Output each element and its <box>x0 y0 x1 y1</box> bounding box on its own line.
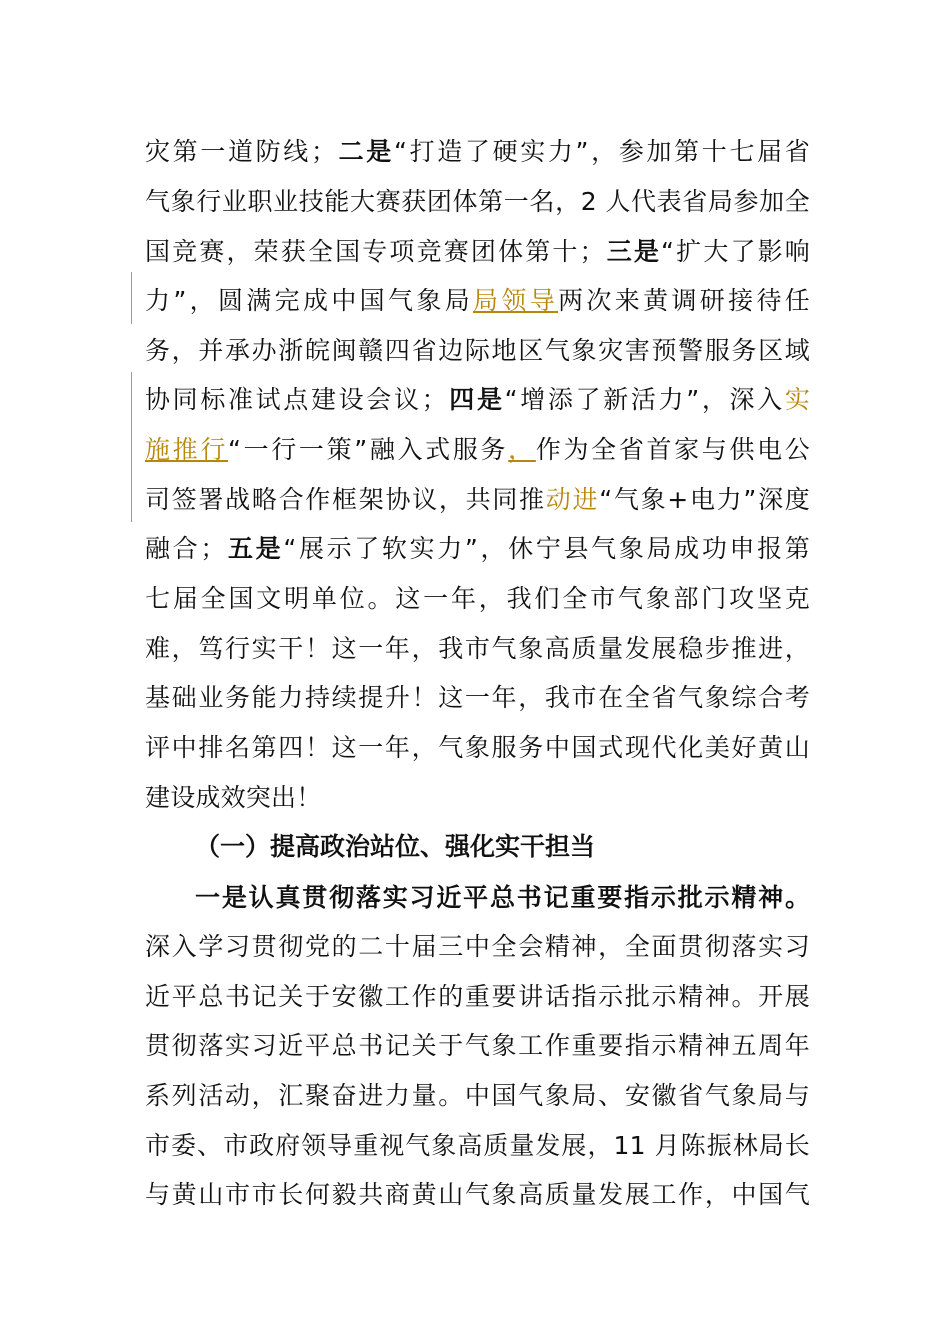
text-line: 深入学习贯彻党的二十届三中全会精神，全面贯彻落实习 <box>145 932 810 961</box>
text-line: 力”，圆满完成中国气象局局领导两次来黄调研接待任 <box>145 286 810 315</box>
tracked-insertion: 动进 <box>545 485 600 514</box>
text-line: 施推行“一行一策”融入式服务，作为全省首家与供电公 <box>145 435 810 464</box>
text-line: 七届全国文明单位。这一年，我们全市气象部门攻坚克 <box>145 584 810 613</box>
text-line: 难，笃行实干！这一年，我市气象高质量发展稳步推进， <box>145 634 810 663</box>
text-line: 务，并承办浙皖闽赣四省边际地区气象灾害预警服务区域 <box>145 336 810 365</box>
tracked-insertion: ， <box>508 435 536 464</box>
tracked-insertion: 施推行 <box>145 435 228 464</box>
text-line: 国竞赛，荣获全国专项竞赛团体第十；三是“扩大了影响 <box>145 237 810 266</box>
text-line: 与黄山市市长何毅共商黄山气象高质量发展工作，中国气 <box>145 1180 810 1209</box>
text-line: 建设成效突出！ <box>145 783 322 812</box>
text-line: 协同标准试点建设会议；四是“增添了新活力”，深入实 <box>145 385 811 414</box>
text-line: 基础业务能力持续提升！这一年，我市在全省气象综合考 <box>145 683 810 712</box>
text-line: 灾第一道防线；二是“打造了硬实力”，参加第十七届省 <box>145 137 810 166</box>
text-line: 司签署战略合作框架协议，共同推动进“气象+电力”深度 <box>145 485 810 514</box>
text-line: 评中排名第四！这一年，气象服务中国式现代化美好黄山 <box>145 733 810 762</box>
change-bar <box>131 372 132 522</box>
tracked-insertion: 局领导 <box>473 286 559 315</box>
text-line: 气象行业职业技能大赛获团体第一名，2 人代表省局参加全 <box>145 187 810 216</box>
change-bar <box>131 272 132 324</box>
sub-heading: 一是认真贯彻落实习近平总书记重要指示批示精神。 <box>195 883 810 912</box>
text-line: 融合；五是“展示了软实力”，休宁县气象局成功申报第 <box>145 534 811 563</box>
section-heading: （一）提高政治站位、强化实干担当 <box>195 832 596 861</box>
tracked-insertion: 实 <box>784 385 811 414</box>
text-line: 市委、市政府领导重视气象高质量发展，11 月陈振林局长 <box>145 1131 810 1160</box>
text-line: 贯彻落实习近平总书记关于气象工作重要指示精神五周年 <box>145 1031 810 1060</box>
text-line: 系列活动，汇聚奋进力量。中国气象局、安徽省气象局与 <box>145 1081 810 1110</box>
text-line: 近平总书记关于安徽工作的重要讲话指示批示精神。开展 <box>145 982 810 1011</box>
